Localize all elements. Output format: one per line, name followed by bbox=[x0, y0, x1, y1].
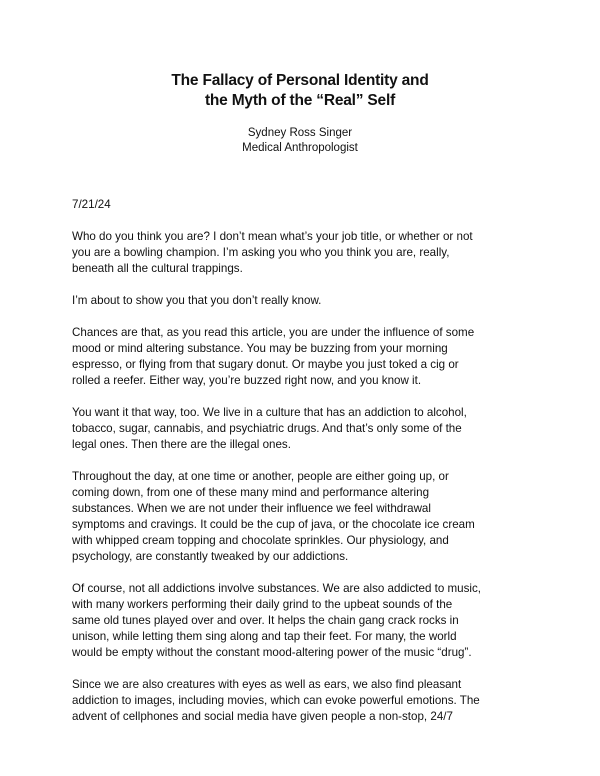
paragraph-line: beneath all the cultural trappings. bbox=[72, 262, 243, 275]
paragraph-line: coming down, from one of these many mind and performance altering bbox=[72, 486, 430, 499]
paragraph-line: psychology, are constantly tweaked by our addictions. bbox=[72, 550, 349, 563]
paragraph-line: addiction to images, including movies, which can evoke powerful emotions. The bbox=[72, 694, 480, 707]
paragraph-line: symptoms and cravings. It could be the cup of java, or the chocolate ice cream bbox=[72, 518, 475, 531]
paragraph-3 bbox=[72, 325, 542, 389]
paragraph-line: Who do you think you are? I don’t mean what’s your job title, or whether or not bbox=[72, 230, 473, 243]
paragraph-line: rolled a reefer. Either way, you’re buzzed right now, and you know it. bbox=[72, 374, 422, 387]
paragraph-line: Of course, not all addictions involve substances. We are also addicted to music, bbox=[72, 582, 481, 595]
paragraph-line: espresso, or flying from that sugary donut. Or maybe you just toked a cig or bbox=[72, 358, 459, 371]
document-date: 7/21/24 bbox=[72, 198, 111, 211]
paragraph-line: legal ones. Then there are the illegal ones. bbox=[72, 438, 291, 451]
paragraph-line: unison, while letting them sing along and tap their feet. For many, the world bbox=[72, 630, 457, 643]
paragraph-line: would be empty without the constant mood-altering power of the music “drug”. bbox=[72, 646, 472, 659]
title-line-2: the Myth of the “Real” Self bbox=[204, 92, 396, 109]
paragraph-line: tobacco, sugar, cannabis, and psychiatric drugs. And that’s only some of the bbox=[72, 422, 462, 435]
paragraph-1 bbox=[72, 229, 542, 277]
paragraph-line: advent of cellphones and social media have given people a non-stop, 24/7 bbox=[72, 710, 453, 723]
paragraph-line: substances. When we are not under their influence we feel withdrawal bbox=[72, 502, 431, 515]
paragraph-line: You want it that way, too. We live in a culture that has an addiction to alcohol, bbox=[72, 406, 467, 419]
paragraph-line: mood or mind altering substance. You may be buzzing from your morning bbox=[72, 342, 448, 355]
paragraph-line: Throughout the day, at one time or another, people are either going up, or bbox=[72, 470, 449, 483]
paragraph-line: same old tunes played over and over. It helps the chain gang crack rocks in bbox=[72, 614, 459, 627]
paragraph-5 bbox=[72, 469, 542, 565]
document-body bbox=[72, 197, 542, 741]
paragraph-2 bbox=[72, 293, 542, 309]
paragraph-7 bbox=[72, 677, 542, 725]
paragraph-line: with whipped cream topping and chocolate sprinkles. Our physiology, and bbox=[72, 534, 449, 547]
paragraph-line: you are a bowling champion. I’m asking you who you think you are, really, bbox=[72, 246, 450, 259]
paragraph-line: I’m about to show you that you don’t really know. bbox=[72, 294, 322, 307]
paragraph-line: with many workers performing their daily grind to the upbeat sounds of the bbox=[72, 598, 453, 611]
paragraph-line: Chances are that, as you read this article, you are under the influence of some bbox=[72, 326, 475, 339]
title-line-1: The Fallacy of Personal Identity and bbox=[171, 72, 429, 89]
document-title bbox=[0, 71, 600, 111]
author-role: Medical Anthropologist bbox=[242, 142, 358, 154]
author-name: Sydney Ross Singer bbox=[247, 127, 353, 139]
byline bbox=[0, 126, 600, 156]
paragraph-6 bbox=[72, 581, 542, 661]
paragraph-line: Since we are also creatures with eyes as well as ears, we also find pleasant bbox=[72, 678, 462, 691]
paragraph-4 bbox=[72, 405, 542, 453]
